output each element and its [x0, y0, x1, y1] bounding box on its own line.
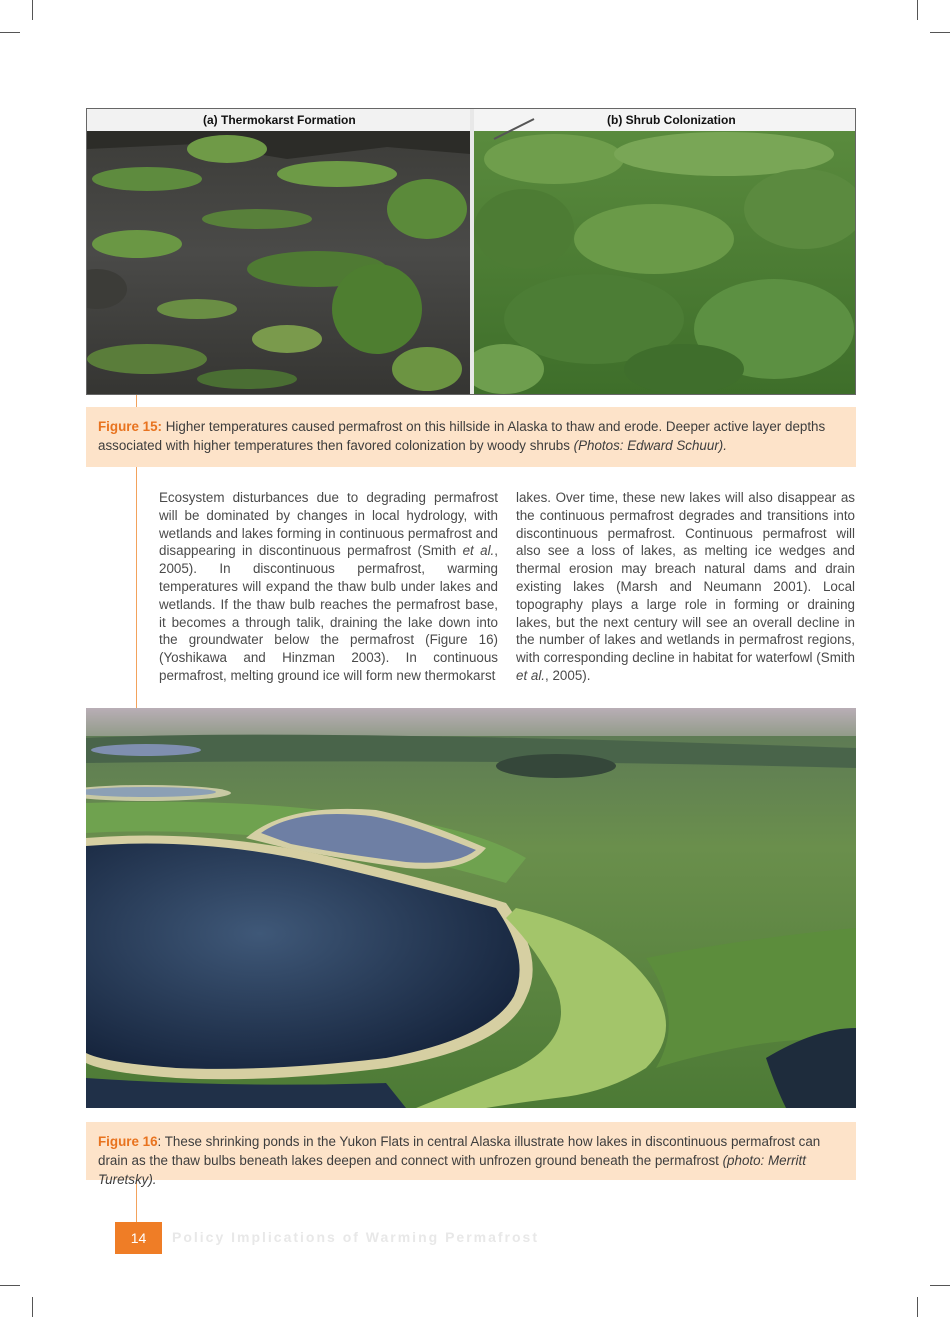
figure-16-caption-text: : These shrinking ponds in the Yukon Flats in central Alaska illustrate how lakes in discontinuous permafrost can drain as the thaw bulbs beneath lakes deepen and connect with unfrozen ground beneath the permafrost: [98, 1134, 821, 1168]
page-number: 14: [115, 1222, 162, 1254]
figure-16-photo-credit: (photo: Merritt Turetsky).: [98, 1153, 806, 1187]
figure-15-caption: [86, 407, 856, 467]
paragraph: [159, 489, 498, 685]
figure-15-photo-credit: (Photos: Edward Schuur).: [573, 438, 727, 453]
text-run: lakes. Over time, these new lakes will also disappear as the continuous permafrost degrades and transitions into discontinuous permafrost. Continuous permafrost will also see a loss of lakes, as melting ice wedges and thermal erosion may breach natural dams and drain existing lakes (Marsh and Neumann 2001). Local topography plays a large role in forming or draining lakes, but the next century will see an overall decline in the number of lakes and wetlands in permafrost regions, with corresponding decline in habitat for waterfowl (Smith: [516, 490, 855, 666]
margin-rule: [136, 395, 137, 407]
figure-15-caption-text: Higher temperatures caused permafrost on this hillside in Alaska to thaw and erode. Deeper active layer depths associated with higher temperatures then favored colonization by woody shrubs: [98, 419, 826, 453]
text-run: Ecosystem disturbances due to degrading permafrost will be dominated by changes in local hydrology, with wetlands and lakes forming in continuous permafrost and disappearing in discontinuous permafrost (Smith: [159, 490, 498, 559]
panel-a-label: (a) Thermokarst Formation: [203, 113, 356, 127]
body-column-left: [159, 489, 498, 685]
figure-15-photos: [86, 108, 856, 395]
running-title: Policy Implications of Warming Permafrost: [172, 1229, 539, 1245]
figure-15-label: Figure 15:: [98, 419, 162, 434]
margin-rule: [136, 467, 137, 708]
yukon-flats-aerial-photo: [86, 708, 856, 1108]
crop-mark: [32, 1297, 33, 1317]
crop-mark: [917, 1297, 918, 1317]
crop-mark: [917, 0, 918, 20]
thermokarst-photo: [87, 109, 470, 395]
crop-mark: [930, 1285, 950, 1286]
crop-mark: [32, 0, 33, 20]
text-run: et al.: [516, 667, 546, 683]
figure-16-label: Figure 16: [98, 1134, 158, 1149]
crop-mark: [0, 32, 20, 33]
text-run: et al.: [462, 543, 495, 559]
shrub-photo: [474, 109, 856, 395]
panel-b-label: (b) Shrub Colonization: [607, 113, 736, 127]
crop-mark: [930, 32, 950, 33]
body-column-right: [516, 489, 855, 685]
text-run: , 2005).: [545, 667, 591, 683]
text-run: , 2005). In discontinuous permafrost, warming temperatures will expand the thaw bulb under lakes and wetlands. If the thaw bulb reaches the permafrost base, it becomes a through talik, draining the lake down into the groundwater below the permafrost (Figure 16) (Yoshikawa and Hinzman 2003). In continuous permafrost, melting ground ice will form new thermokarst: [159, 543, 499, 683]
paragraph: [516, 489, 855, 685]
figure-16-caption: [86, 1122, 856, 1187]
crop-mark: [0, 1285, 20, 1286]
